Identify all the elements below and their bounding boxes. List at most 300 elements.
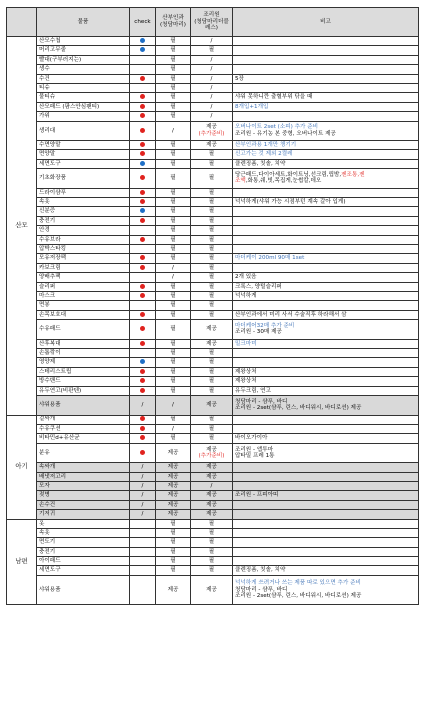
hospital-cell: 필	[156, 386, 191, 395]
red-dot-icon	[140, 237, 145, 242]
hospital-cell: 필	[156, 83, 191, 92]
hospital-cell: 필	[156, 282, 191, 291]
category-cell: 아기	[7, 415, 37, 519]
item-cell: 수유패드	[37, 320, 130, 340]
check-cell[interactable]	[130, 226, 156, 235]
item-cell: 면양말	[37, 150, 130, 159]
hospital-cell: 필	[156, 93, 191, 102]
header-postnatal: 조리원 (청담마리더블레스)	[191, 8, 233, 37]
item-cell: 머리고무줄	[37, 46, 130, 55]
note-cell	[233, 226, 419, 235]
hospital-cell: 필	[156, 310, 191, 319]
postnatal-cell: 필	[191, 349, 233, 358]
red-dot-icon	[140, 94, 145, 99]
item-cell: 샤워용품	[37, 396, 130, 416]
check-cell[interactable]	[130, 207, 156, 216]
note-cell	[233, 510, 419, 519]
check-cell[interactable]	[130, 74, 156, 83]
item-cell: 물티슈	[37, 93, 130, 102]
table-row	[7, 339, 419, 348]
check-cell[interactable]	[130, 245, 156, 254]
postnatal-cell: 필	[191, 235, 233, 244]
check-cell[interactable]	[130, 291, 156, 300]
postnatal-cell: /	[191, 112, 233, 121]
item-cell: 수유브라	[37, 235, 130, 244]
note-cell: 넉넉하게	[233, 291, 419, 300]
table-row	[7, 37, 419, 46]
hospital-cell: 필	[156, 169, 191, 189]
check-cell[interactable]	[130, 112, 156, 121]
check-cell[interactable]	[130, 198, 156, 207]
check-cell[interactable]	[130, 65, 156, 74]
postnatal-cell: 필	[191, 358, 233, 367]
red-dot-icon	[140, 450, 145, 455]
red-dot-icon	[140, 151, 145, 156]
item-cell: 압박스타킹	[37, 245, 130, 254]
hospital-cell: 필	[156, 557, 191, 566]
hospital-cell: 필	[156, 367, 191, 376]
item-cell: 세면도구	[37, 159, 130, 168]
table-row	[7, 547, 419, 556]
item-cell: 신분증	[37, 207, 130, 216]
item-cell: 면도기	[37, 538, 130, 547]
postnatal-cell: 필	[191, 434, 233, 443]
hospital-cell: 필	[156, 207, 191, 216]
hospital-cell: 필	[156, 141, 191, 150]
table-row	[7, 415, 419, 424]
check-cell[interactable]	[130, 538, 156, 547]
postnatal-cell: 필	[191, 263, 233, 272]
postnatal-cell: 필	[191, 519, 233, 528]
red-dot-icon	[140, 76, 145, 81]
hospital-cell: 필	[156, 102, 191, 111]
note-cell	[233, 519, 419, 528]
note-cell: 8개입+1개입	[233, 102, 419, 111]
check-cell[interactable]	[130, 169, 156, 189]
item-cell: 젖병	[37, 491, 130, 500]
hospital-cell: /	[156, 121, 191, 141]
hospital-cell: 필	[156, 159, 191, 168]
hospital-cell: 제공	[156, 463, 191, 472]
check-cell[interactable]	[130, 159, 156, 168]
note-cell: 바이오가이아	[233, 434, 419, 443]
note-cell: 클렌징폼, 칫솔, 치약	[233, 159, 419, 168]
item-cell: 세면도구	[37, 566, 130, 575]
table-row	[7, 282, 419, 291]
note-cell: 산부인과에서 미리 사서 수술직후 하라해서 삼	[233, 310, 419, 319]
postnatal-cell: 필	[191, 150, 233, 159]
postnatal-cell: 필	[191, 557, 233, 566]
note-cell	[233, 83, 419, 92]
hospital-cell: 제공	[156, 500, 191, 509]
table-row	[7, 443, 419, 463]
red-dot-icon	[140, 104, 145, 109]
red-dot-icon	[140, 435, 145, 440]
note-cell: 밀크마미	[233, 339, 419, 348]
table-row	[7, 291, 419, 300]
item-cell: 옷	[37, 519, 130, 528]
check-cell[interactable]	[130, 235, 156, 244]
postnatal-cell: 필	[191, 282, 233, 291]
check-cell[interactable]	[130, 547, 156, 556]
table-row	[7, 538, 419, 547]
item-cell: 양배추팩	[37, 273, 130, 282]
check-cell[interactable]: /	[130, 491, 156, 500]
note-cell	[233, 55, 419, 64]
item-cell: 가위	[37, 112, 130, 121]
red-dot-icon	[140, 128, 145, 133]
postnatal-cell: /	[191, 74, 233, 83]
postnatal-cell: 필	[191, 226, 233, 235]
hospital-cell: 필	[156, 235, 191, 244]
note-cell	[233, 112, 419, 121]
table-row	[7, 367, 419, 376]
note-cell	[233, 216, 419, 225]
table-row	[7, 396, 419, 416]
hospital-cell: 필	[156, 254, 191, 263]
item-cell: 아이패드	[37, 557, 130, 566]
hospital-cell: 제공	[156, 510, 191, 519]
check-cell[interactable]	[130, 367, 156, 376]
table-row	[7, 207, 419, 216]
note-cell: 신고가는 것 제외 2켤레	[233, 150, 419, 159]
postnatal-cell: /	[191, 481, 233, 490]
postnatal-cell: /	[191, 83, 233, 92]
table-row	[7, 566, 419, 575]
header-item: 물품	[37, 8, 130, 37]
table-row	[7, 481, 419, 490]
check-cell[interactable]	[130, 83, 156, 92]
item-cell: 속옷	[37, 198, 130, 207]
red-dot-icon	[140, 326, 145, 331]
check-cell[interactable]	[130, 575, 156, 604]
hospital-cell: 필	[156, 519, 191, 528]
check-cell[interactable]	[130, 282, 156, 291]
item-cell: 생수	[37, 65, 130, 74]
hospital-cell: /	[156, 263, 191, 272]
postnatal-cell: 필	[191, 566, 233, 575]
red-dot-icon	[140, 218, 145, 223]
red-dot-icon	[140, 190, 145, 195]
item-cell: 생리대	[37, 121, 130, 141]
hospital-cell: 필	[156, 358, 191, 367]
check-cell[interactable]	[130, 349, 156, 358]
note-cell	[233, 37, 419, 46]
postnatal-cell: 제공	[191, 575, 233, 604]
blue-dot-icon	[140, 38, 145, 43]
postnatal-cell: 필	[191, 245, 233, 254]
note-cell	[233, 358, 419, 367]
table-row	[7, 349, 419, 358]
checklist-table	[6, 7, 419, 605]
postnatal-cell: 필	[191, 301, 233, 310]
check-cell[interactable]	[130, 273, 156, 282]
note-cell	[233, 188, 419, 197]
note-cell	[233, 463, 419, 472]
postnatal-cell: 제공	[191, 500, 233, 509]
postnatal-cell: 필	[191, 424, 233, 433]
hospital-cell: 필	[156, 538, 191, 547]
table-row	[7, 169, 419, 189]
postnatal-cell: 제공 (추가준비)	[191, 443, 233, 463]
hospital-cell: 제공	[156, 443, 191, 463]
check-cell[interactable]	[130, 528, 156, 537]
postnatal-cell: 필	[191, 207, 233, 216]
postnatal-cell: 필	[191, 377, 233, 386]
check-cell[interactable]	[130, 443, 156, 463]
table-row	[7, 93, 419, 102]
note-cell: 청담마리 - 샴푸, 바디 조리원 - 2set(샴푸, 린스, 바디워시, 바디로션) 제공	[233, 396, 419, 416]
check-cell[interactable]	[130, 263, 156, 272]
postnatal-cell: 필	[191, 273, 233, 282]
header-check: check	[130, 8, 156, 37]
note-cell	[233, 547, 419, 556]
check-cell[interactable]	[130, 46, 156, 55]
note-cell: 넉넉하게 쓰려거나 쓰는 제품 따로 있으면 추가 준비 청담마리 - 샴푸, 바디 조리원 - 2set(샴푸, 린스, 바디워시, 바디로션) 제공	[233, 575, 419, 604]
table-row	[7, 198, 419, 207]
note-cell	[233, 481, 419, 490]
postnatal-cell: 제공	[191, 510, 233, 519]
check-cell[interactable]	[130, 557, 156, 566]
check-cell[interactable]	[130, 519, 156, 528]
check-cell[interactable]	[130, 188, 156, 197]
check-cell[interactable]	[130, 320, 156, 340]
note-cell	[233, 263, 419, 272]
hospital-cell: 필	[156, 377, 191, 386]
check-cell[interactable]: /	[130, 463, 156, 472]
hospital-cell: 필	[156, 46, 191, 55]
item-cell: 빨대(구부러지는)	[37, 55, 130, 64]
note-cell	[233, 207, 419, 216]
table-row	[7, 159, 419, 168]
table-row	[7, 46, 419, 55]
postnatal-cell: /	[191, 37, 233, 46]
blue-dot-icon	[140, 161, 145, 166]
category-cell: 남편	[7, 519, 37, 604]
table-row	[7, 358, 419, 367]
table-row	[7, 491, 419, 500]
table-row	[7, 434, 419, 443]
red-dot-icon	[140, 175, 145, 180]
postnatal-cell: 필	[191, 367, 233, 376]
red-dot-icon	[140, 341, 145, 346]
postnatal-cell: 필	[191, 188, 233, 197]
check-cell[interactable]	[130, 216, 156, 225]
postnatal-cell: 제공	[191, 396, 233, 416]
note-cell	[233, 500, 419, 509]
hospital-cell: 필	[156, 291, 191, 300]
table-row	[7, 102, 419, 111]
table-row	[7, 424, 419, 433]
header-row	[7, 8, 419, 37]
postnatal-cell: 제공 (추가준비)	[191, 121, 233, 141]
hospital-cell: 필	[156, 245, 191, 254]
hospital-cell: 필	[156, 37, 191, 46]
table-row	[7, 263, 419, 272]
item-cell: 충전기	[37, 216, 130, 225]
hospital-cell: 필	[156, 112, 191, 121]
red-dot-icon	[140, 388, 145, 393]
table-row	[7, 112, 419, 121]
red-dot-icon	[140, 255, 145, 260]
postnatal-cell: 필	[191, 538, 233, 547]
check-cell[interactable]	[130, 141, 156, 150]
check-cell[interactable]	[130, 339, 156, 348]
blue-dot-icon	[140, 47, 145, 52]
note-cell: 유두크림, 연고	[233, 386, 419, 395]
note-cell	[233, 415, 419, 424]
hospital-cell: 필	[156, 528, 191, 537]
red-dot-icon	[140, 378, 145, 383]
table-row	[7, 235, 419, 244]
item-cell: 비타민d+유산균	[37, 434, 130, 443]
table-row	[7, 575, 419, 604]
table-row	[7, 226, 419, 235]
category-cell: 산모	[7, 37, 37, 416]
check-cell[interactable]	[130, 434, 156, 443]
hospital-cell: 필	[156, 65, 191, 74]
item-cell: 면봉	[37, 301, 130, 310]
check-cell[interactable]	[130, 377, 156, 386]
red-dot-icon	[140, 426, 145, 431]
hospital-cell: 필	[156, 55, 191, 64]
check-cell[interactable]	[130, 150, 156, 159]
table-row	[7, 386, 419, 395]
check-cell[interactable]	[130, 121, 156, 141]
hospital-cell: 필	[156, 566, 191, 575]
check-cell[interactable]: /	[130, 510, 156, 519]
item-cell: 속싸개	[37, 463, 130, 472]
hospital-cell: /	[156, 424, 191, 433]
note-cell: 마더케어32매 추가 준비 조리원 - 30매 제공	[233, 320, 419, 340]
postnatal-cell: 필	[191, 254, 233, 263]
hospital-cell: /	[156, 273, 191, 282]
postnatal-cell: 필	[191, 386, 233, 395]
hospital-cell: 필	[156, 349, 191, 358]
check-cell[interactable]: /	[130, 500, 156, 509]
item-cell: 산후복대	[37, 339, 130, 348]
hospital-cell: 제공	[156, 472, 191, 481]
red-dot-icon	[140, 312, 145, 317]
check-cell[interactable]	[130, 424, 156, 433]
table-row	[7, 245, 419, 254]
check-cell[interactable]	[130, 566, 156, 575]
item-cell: 손목보호대	[37, 310, 130, 319]
postnatal-cell: 필	[191, 310, 233, 319]
check-cell[interactable]: /	[130, 472, 156, 481]
table-row	[7, 301, 419, 310]
hospital-cell: 제공	[156, 481, 191, 490]
table-row	[7, 121, 419, 141]
blue-dot-icon	[140, 208, 145, 213]
table-row	[7, 273, 419, 282]
postnatal-cell: 필	[191, 216, 233, 225]
postnatal-cell: /	[191, 102, 233, 111]
hospital-cell: 필	[156, 150, 191, 159]
item-cell: 분유	[37, 443, 130, 463]
check-cell[interactable]	[130, 415, 156, 424]
note-cell: 샤워 못하니깐 출혈부위 닦을 때	[233, 93, 419, 102]
note-cell	[233, 235, 419, 244]
postnatal-cell: 제공	[191, 339, 233, 348]
red-dot-icon	[140, 199, 145, 204]
check-cell[interactable]	[130, 254, 156, 263]
check-cell[interactable]: /	[130, 481, 156, 490]
table-row	[7, 377, 419, 386]
hospital-cell: /	[156, 396, 191, 416]
item-cell: 기저귀	[37, 510, 130, 519]
red-dot-icon	[140, 113, 145, 118]
hospital-cell: 필	[156, 415, 191, 424]
table-row	[7, 310, 419, 319]
note-cell	[233, 301, 419, 310]
postnatal-cell: 제공	[191, 491, 233, 500]
note-cell: 오버나이트 2set (소피) 추가 준비 조리원 - 유기농 본 중형, 오버나이트 제공	[233, 121, 419, 141]
table-row	[7, 188, 419, 197]
table-row	[7, 74, 419, 83]
hospital-cell: 필	[156, 198, 191, 207]
item-cell: 수유쿠션	[37, 424, 130, 433]
check-cell[interactable]: /	[130, 396, 156, 416]
blue-dot-icon	[140, 359, 145, 364]
postnatal-cell: 필	[191, 159, 233, 168]
item-cell: 모유저장팩	[37, 254, 130, 263]
table-row	[7, 65, 419, 74]
hospital-cell: 필	[156, 339, 191, 348]
check-cell[interactable]	[130, 55, 156, 64]
check-cell[interactable]	[130, 386, 156, 395]
note-cell: 클렌징폼, 칫솔, 치약	[233, 566, 419, 575]
hospital-cell: 필	[156, 320, 191, 340]
item-cell: 충전기	[37, 547, 130, 556]
check-cell[interactable]	[130, 37, 156, 46]
postnatal-cell: 제공	[191, 472, 233, 481]
table-row	[7, 254, 419, 263]
postnatal-cell: 필	[191, 198, 233, 207]
check-cell[interactable]	[130, 310, 156, 319]
check-cell[interactable]	[130, 102, 156, 111]
item-cell: 속옷	[37, 528, 130, 537]
hospital-cell: 필	[156, 188, 191, 197]
item-cell: 유두연고(비판텐)	[37, 386, 130, 395]
table-row	[7, 150, 419, 159]
note-cell: 제왕상처	[233, 367, 419, 376]
table-row	[7, 528, 419, 537]
check-cell[interactable]	[130, 93, 156, 102]
note-cell	[233, 65, 419, 74]
check-cell[interactable]	[130, 301, 156, 310]
postnatal-cell: 필	[191, 528, 233, 537]
postnatal-cell: 제공	[191, 463, 233, 472]
item-cell: 티슈	[37, 83, 130, 92]
postnatal-cell: /	[191, 65, 233, 74]
header-category	[7, 8, 37, 37]
table-row	[7, 510, 419, 519]
table-row	[7, 83, 419, 92]
postnatal-cell: 필	[191, 547, 233, 556]
check-cell[interactable]	[130, 358, 156, 367]
item-cell: 수건	[37, 74, 130, 83]
hospital-cell: 필	[156, 434, 191, 443]
table-row	[7, 55, 419, 64]
header-note: 비고	[233, 8, 419, 37]
hospital-cell: 필	[156, 74, 191, 83]
hospital-cell: 필	[156, 226, 191, 235]
note-cell: 마더케이 200ml 90매 1set	[233, 254, 419, 263]
item-cell: 배냇저고리	[37, 472, 130, 481]
item-cell: 산모수첩	[37, 37, 130, 46]
table-row	[7, 320, 419, 340]
